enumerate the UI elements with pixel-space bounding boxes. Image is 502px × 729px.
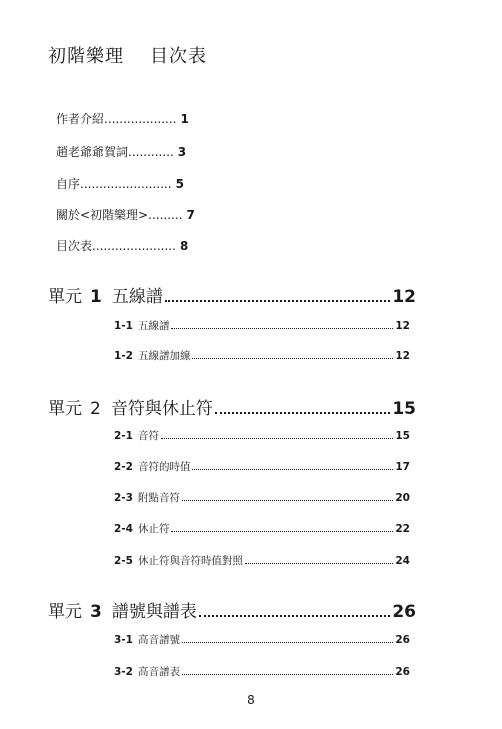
entry-page: 7 [186,208,195,222]
unit-number: 2 [90,399,101,419]
unit-page: 12 [392,287,416,307]
unit-name: 音符與休止符 [110,399,213,419]
section-number: 2-4 [114,523,133,535]
section-name: 高音譜號 [137,634,180,646]
unit-page: 15 [392,399,416,419]
unit-page: 26 [392,602,416,622]
section-name: 五線譜加線 [137,350,191,362]
section-page: 26 [395,634,410,646]
dot-leader [199,615,390,617]
dot-leader: ......... [148,208,183,222]
toc-unit-heading [48,394,416,419]
entry-page: 1 [180,112,189,126]
section-number: 3-2 [114,666,133,678]
page-title [48,42,207,68]
page-number: 8 [247,693,255,707]
dot-leader [182,500,393,501]
dot-leader [171,328,393,329]
section-page: 22 [395,523,410,535]
toc-unit-heading [48,282,416,307]
section-number: 1-2 [114,350,133,362]
dot-leader: ............ [128,145,174,159]
unit-number: 1 [90,287,102,307]
toc-entry-front-matter [56,175,184,192]
section-name: 休止符與音符時值對照 [137,555,243,567]
dot-leader [245,563,393,564]
section-number: 2-1 [114,430,133,442]
toc-section-entry [114,490,410,505]
section-name: 音符 [137,430,159,442]
toc-section-entry [114,459,410,474]
toc-section-entry [114,521,410,536]
section-page: 12 [395,320,410,332]
dot-leader: ................... [104,112,177,126]
section-name: 五線譜 [137,320,170,332]
entry-page: 8 [179,239,189,253]
toc-entry-front-matter [56,110,189,127]
dot-leader [165,300,390,302]
toc-section-entry [114,664,410,679]
section-number: 3-1 [114,634,133,646]
entry-page: 5 [175,177,184,191]
entry-page: 3 [177,145,187,159]
entry-label: 趙老爺爺賀詞 [56,145,129,159]
section-page: 12 [395,350,410,362]
section-number: 2-3 [114,492,133,504]
unit-name: 譜號與譜表 [111,602,197,622]
section-page: 24 [395,555,410,567]
dot-leader [171,531,393,532]
entry-label: 目次表 [56,239,93,253]
book-title: 初階樂理 [48,46,124,67]
unit-number: 3 [90,602,102,622]
entry-label: 作者介紹 [56,112,105,126]
section-number: 2-5 [114,555,133,567]
section-name: 高音譜表 [137,666,180,678]
toc-entry-front-matter [56,143,186,160]
toc-section-entry [114,318,410,333]
unit-label: 單元 [48,602,82,622]
dot-leader [182,674,393,675]
unit-label: 單元 [48,399,82,419]
toc-section-entry [114,553,410,568]
toc-entry-front-matter [56,206,195,223]
dot-leader [161,438,393,439]
section-name: 附點音符 [137,492,180,504]
entry-label: 自序 [56,177,81,191]
dot-leader [215,412,391,414]
section-page: 15 [395,430,410,442]
toc-section-entry [114,632,410,647]
dot-leader: ...................... [92,239,176,253]
section-number: 1-1 [114,320,133,332]
dot-leader: ........................ [80,177,172,191]
section-name: 音符的時值 [137,461,191,473]
dot-leader [192,469,393,470]
section-name: 休止符 [137,523,170,535]
toc-entry-front-matter [56,237,188,254]
unit-name: 五線譜 [111,287,163,307]
toc-section-entry [114,428,410,443]
dot-leader [192,358,393,359]
section-page: 17 [395,461,410,473]
dot-leader [182,642,393,643]
section-page: 26 [395,666,410,678]
section-number: 2-2 [114,461,133,473]
toc-unit-heading [48,597,416,622]
unit-label: 單元 [48,287,82,307]
toc-section-entry [114,348,410,363]
section-page: 20 [395,492,410,504]
toc-title: 目次表 [150,46,207,67]
entry-label: 關於<初階樂理> [56,208,149,222]
